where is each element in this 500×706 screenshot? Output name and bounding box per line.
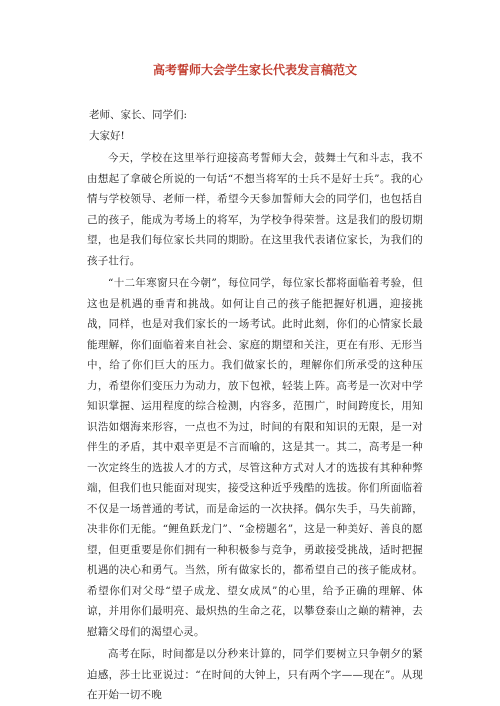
greeting: 大家好!: [89, 130, 125, 142]
document-title: 高考誓师大会学生家长代表发言稿范文: [152, 63, 357, 77]
salutation: 老师、家长、同学们:: [89, 109, 188, 121]
paragraph-closing: 高考在际，时间都是以分秒来计算的，同学们要树立只争朝夕的紧迫感，莎士比亚说过：“在时间的大钟上，只有两个字——现在”。从现在开始一切不晚: [87, 648, 423, 701]
paragraph-opening: 今天，学校在这里举行迎接高考誓师大会，鼓舞士气和斗志，我不由想起了拿破仑所说的一句话“不想当将军的士兵不是好士兵”。我的心情与学校领导、老师一样，希望今天参加誓师大会的同学们，也包括自己的孩子，能成为考场上的将军，为学校争得荣誉。这是我们的殷切期望，也是我们每位家长共同的期盼。在这里我代表诸位家长，为我们的孩子壮行。: [87, 152, 423, 267]
paragraph-body: “十二年寒窗只在今朝”，每位同学，每位家长都将面临着考验，但这也是机遇的垂青和挑战。如何让自己的孩子能把握好机遇，迎接挑战，同样，也是对我们家长的一场考试。此时此刻，你们的心情家长最能理解，你们面临着来自社会、家庭的期望和关注，更在有形、无形当中，给了你们巨大的压力。我们做家长的，理解你们所承受的这种压力，希望你们变压力为动力，放下包袱，轻装上阵。高考是一次对中学知识掌握、运用程度的综合检测，内容多，范围广，时间跨度长，用知识浩如烟海来形容，一点也不为过，时间的有限和知识的无限，是一对伴生的矛盾，其中艰辛更是不言而喻的，这是其一。其二，高考是一种一次定终生的选拔人才的方式，尽管这种方式对人才的选拔有其种种弊端，但我们也只能面对现实，接受这种近乎残酷的选拔。你们所面临着不仅是一场普通的考试，而是命运的一次抉择。偶尔失手，马失前蹄，决非你们无能。“鲤鱼跃龙门”、“金榜题名”，这是一种美好、善良的愿望，但更重要是你们拥有一种积极参与竞争，勇敢接受挑战，适时把握机遇的决心和勇气。当然，所有做家长的，都希望自己的孩子能成材。希望你们对父母“望子成龙、望女成凤”的心里，给予正确的理解、体谅，并用你们最明亮、最炽热的生命之花，以攀登泰山之巅的精神，去慰籍父母们的渴望心灵。: [87, 277, 423, 638]
